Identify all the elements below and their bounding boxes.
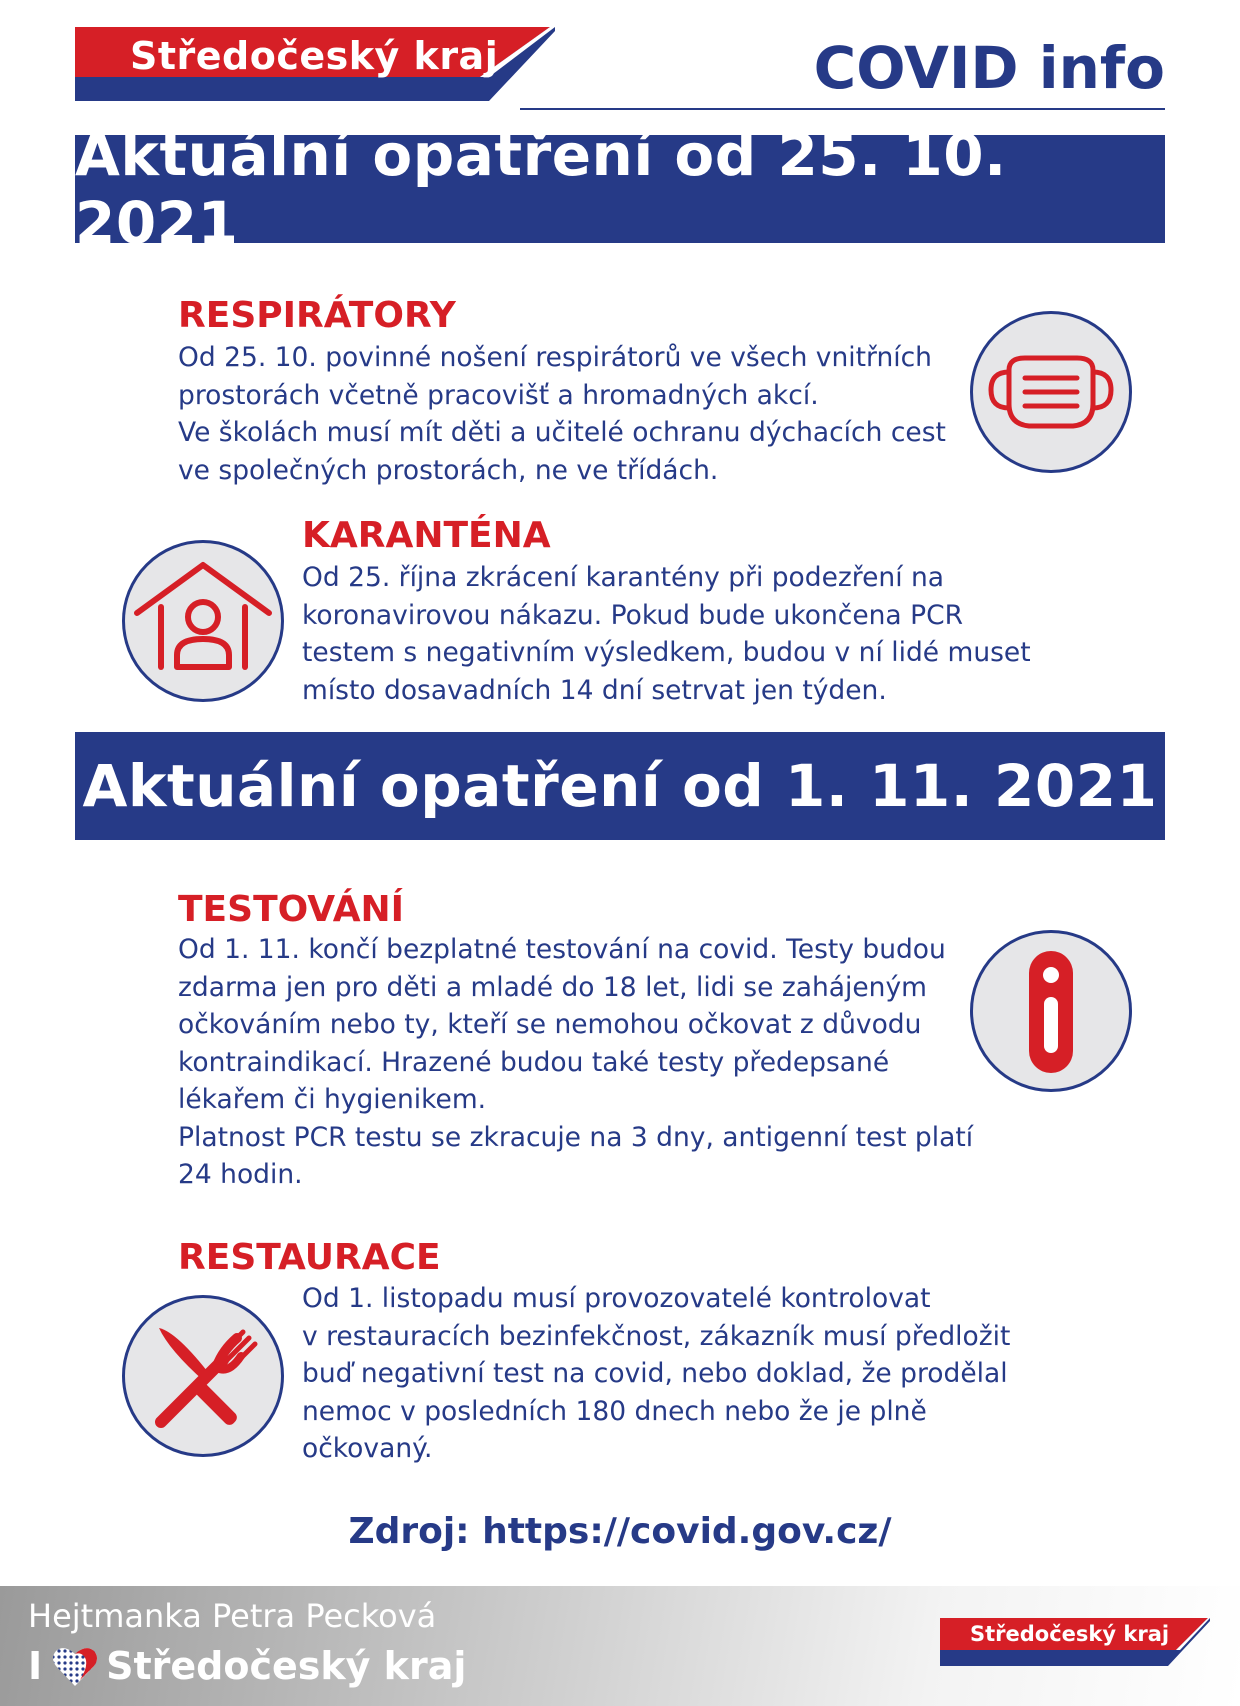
text-line: očkovaný. bbox=[302, 1433, 433, 1464]
restaurants-text bbox=[302, 1280, 1010, 1468]
text-line: Od 25. 10. povinné nošení respirátorů ve všech vnitřních bbox=[178, 342, 932, 373]
text-line: očkováním nebo ty, kteří se nemohou očkovat z důvodu bbox=[178, 1009, 922, 1040]
respirators-text bbox=[178, 339, 946, 489]
quarantine-heading: KARANTÉNA bbox=[302, 515, 551, 556]
restaurants-heading: RESTAURACE bbox=[178, 1237, 441, 1278]
text-line: místo dosavadních 14 dní setrvat jen týden. bbox=[302, 674, 887, 706]
text-line: nemoc v posledních 180 dnech nebo že je plně bbox=[302, 1395, 927, 1427]
footer bbox=[0, 1586, 1240, 1706]
heart-icon bbox=[50, 1642, 100, 1690]
text-line: zdarma jen pro děti a mladé do 18 let, lidi se zahájeným bbox=[178, 971, 927, 1003]
banner-measures-nov: Aktuální opatření od 1. 11. 2021 bbox=[75, 732, 1165, 840]
text-line: v restauracích bezinfekčnost, zákazník musí předložit bbox=[302, 1320, 1011, 1352]
header-divider bbox=[520, 108, 1165, 110]
slogan-region: Středočeský kraj bbox=[106, 1644, 467, 1688]
person-in-house-icon bbox=[122, 540, 284, 702]
fork-knife-icon bbox=[122, 1295, 284, 1457]
text-line: lékařem či hygienikem. bbox=[178, 1084, 487, 1115]
text-line: ve společných prostorách, ne ve třídách. bbox=[178, 454, 719, 486]
text-line: 24 hodin. bbox=[178, 1159, 303, 1190]
text-line: kontraindikací. Hrazené budou také testy předepsané bbox=[178, 1046, 890, 1078]
text-line: Platnost PCR testu se zkracuje na 3 dny, antigenní test platí bbox=[178, 1121, 974, 1153]
face-mask-icon bbox=[970, 311, 1132, 473]
text-line: Ve školách musí mít děti a učitelé ochranu dýchacích cest bbox=[178, 417, 946, 448]
text-line: testem s negativním výsledkem, budou v ní lidé muset bbox=[302, 637, 1031, 668]
brand-name: Středočeský kraj bbox=[130, 34, 499, 78]
page-title: COVID info bbox=[813, 34, 1165, 102]
source-link[interactable]: Zdroj: https://covid.gov.cz/ bbox=[348, 1511, 892, 1552]
testing-heading: TESTOVÁNÍ bbox=[178, 889, 405, 930]
text-line: Od 25. října zkrácení karantény při podezření na bbox=[302, 562, 945, 593]
text-line: prostorách včetně pracovišť a hromadných akcí. bbox=[178, 379, 819, 411]
quarantine-text bbox=[302, 559, 1031, 709]
testing-text bbox=[178, 931, 973, 1194]
test-kit-icon bbox=[970, 930, 1132, 1092]
text-line: koronavirovou nákazu. Pokud bude ukončena PCR bbox=[302, 599, 963, 631]
banner-measures-oct: Aktuální opatření od 25. 10. 2021 bbox=[75, 135, 1165, 243]
footer-logo-text: Středočeský kraj bbox=[970, 1622, 1170, 1646]
respirators-heading: RESPIRÁTORY bbox=[178, 295, 456, 336]
text-line: buď negativní test na covid, nebo doklad, že prodělal bbox=[302, 1358, 1008, 1389]
text-line: Od 1. listopadu musí provozovatelé kontrolovat bbox=[302, 1283, 931, 1314]
footer-governor-name: Hejtmanka Petra Pecková bbox=[28, 1597, 437, 1635]
footer-slogan bbox=[28, 1638, 466, 1694]
text-line: Od 1. 11. končí bezplatné testování na covid. Testy budou bbox=[178, 934, 946, 965]
slogan-prefix: I bbox=[28, 1644, 43, 1688]
